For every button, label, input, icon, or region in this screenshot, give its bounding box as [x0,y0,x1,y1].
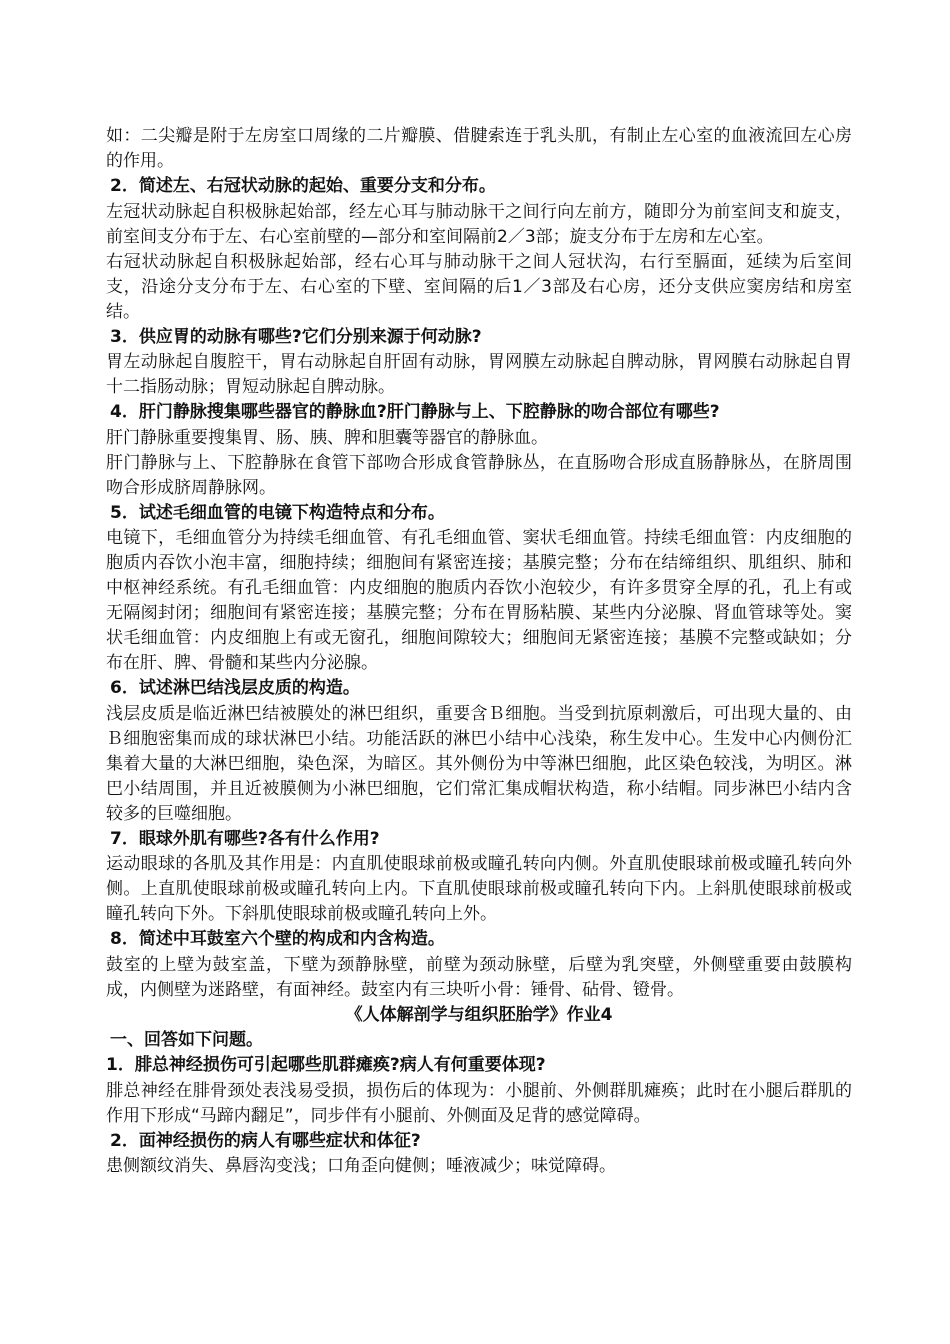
question-heading: 3．供应胃的动脉有哪些?它们分别来源于何动脉? [110,326,482,347]
document-page [106,124,852,1179]
answer-paragraph: 运动眼球的各肌及其作用是：内直肌使眼球前极或瞳孔转向内侧。外直肌使眼球前极或瞳孔转向外侧。上直肌使眼球前极或瞳孔转向上内。下直肌使眼球前极或瞳孔转向下内。上斜肌使眼球前极或瞳孔转向下外。下斜肌使眼球前极或瞳孔转向上外。 [106,854,852,924]
answer-paragraph: 肝门静脉重要搜集胃、肠、胰、脾和胆囊等器官的静脉血。 [106,427,548,448]
answer-paragraph: 浅层皮质是临近淋巴结被膜处的淋巴组织，重要含Ｂ细胞。当受到抗原刺激后，可出现大量的、由Ｂ细胞密集而成的球状淋巴小结。功能活跃的淋巴小结中心浅染，称生发中心。生发中心内侧份汇集着大量的大淋巴细胞，染色深，为暗区。其外侧份为中等淋巴细胞，此区染色较浅，为明区。淋巴小结周围，并且近被膜侧为小淋巴细胞，它们常汇集成帽状构造，称小结帽。同步淋巴小结内含较多的巨噬细胞。 [106,703,852,824]
answer-paragraph: 如：二尖瓣是附于左房室口周缘的二片瓣膜、借腱索连于乳头肌，有制止左心室的血液流回左心房的作用。 [106,126,852,171]
question-heading: 1．腓总神经损伤可引起哪些肌群瘫痪?病人有何重要体现? [106,1055,546,1075]
answer-paragraph: 患侧额纹消失、鼻唇沟变浅；口角歪向健侧；唾液减少；味觉障碍。 [106,1156,616,1176]
answer-paragraph: 鼓室的上壁为鼓室盖，下壁为颈静脉壁，前壁为颈动脉壁，后壁为乳突壁，外侧壁重要由鼓膜构成，内侧壁为迷路壁，有面神经。鼓室内有三块听小骨：锤骨、砧骨、镫骨。 [106,954,852,1000]
question-heading: 8．简述中耳鼓室六个壁的构成和内含构造。 [110,929,445,949]
question-heading: 2．面神经损伤的病人有哪些症状和体征? [110,1130,421,1151]
answer-paragraph: 右冠状动脉起自积极脉起始部，经右心耳与肺动脉干之间人冠状沟，右行至膈面，延续为后室间支，沿途分支分布于左、右心室的下壁、室间隔的后1／3部及右心房，还分支供应窦房结和房室结。 [106,251,852,322]
section-heading: 一、回答如下问题。 [110,1029,263,1050]
answer-paragraph: 电镜下，毛细血管分为持续毛细血管、有孔毛细血管、窦状毛细血管。持续毛细血管：内皮细胞的胞质内吞饮小泡丰富，细胞持续；细胞间有紧密连接；基膜完整；分布在结缔组织、肌组织、肺和中枢神经系统。有孔毛细血管：内皮细胞的胞质内吞饮小泡较少，有许多贯穿全厚的孔，孔上有或无隔阂封闭；细胞间有紧密连接；基膜完整；分布在胃肠粘膜、某些内分泌腺、肾血管球等处。窦状毛细血管：内皮细胞上有或无窗孔，细胞间隙较大；细胞间无紧密连接；基膜不完整或缺如；分布在肝、脾、骨髓和某些内分泌腺。 [106,528,852,673]
question-heading: 5．试述毛细血管的电镜下构造特点和分布。 [110,502,445,523]
assignment-title: 《人体解剖学与组织胚胎学》作业4 [345,1004,613,1025]
answer-paragraph: 腓总神经在腓骨颈处表浅易受损，损伤后的体现为：小腿前、外侧群肌瘫痪；此时在小腿后群肌的作用下形成“马蹄内翻足”，同步伴有小腿前、外侧面及足背的感觉障碍。 [106,1080,852,1126]
answer-paragraph: 左冠状动脉起自积极脉起始部，经左心耳与肺动脉干之间行向左前方，随即分为前室间支和旋支，前室间支分布于左、右心室前壁的—部分和室间隔前2／3部；旋支分布于左房和左心室。 [106,201,852,247]
question-heading: 6．试述淋巴结浅层皮质的构造。 [110,678,360,698]
question-heading: 4．肝门静脉搜集哪些器官的静脉血?肝门静脉与上、下腔静脉的吻合部位有哪些? [110,402,720,422]
answer-paragraph: 肝门静脉与上、下腔静脉在食管下部吻合形成食管静脉丛，在直肠吻合形成直肠静脉丛，在脐周围吻合形成脐周静脉网。 [106,452,852,498]
question-heading: 2．简述左、右冠状动脉的起始、重要分支和分布。 [110,176,496,196]
question-heading: 7．眼球外肌有哪些?各有什么作用? [110,828,380,849]
answer-paragraph: 胃左动脉起自腹腔干，胃右动脉起自肝固有动脉，胃网膜左动脉起自脾动脉，胃网膜右动脉起自胃十二指肠动脉；胃短动脉起自脾动脉。 [106,352,852,397]
